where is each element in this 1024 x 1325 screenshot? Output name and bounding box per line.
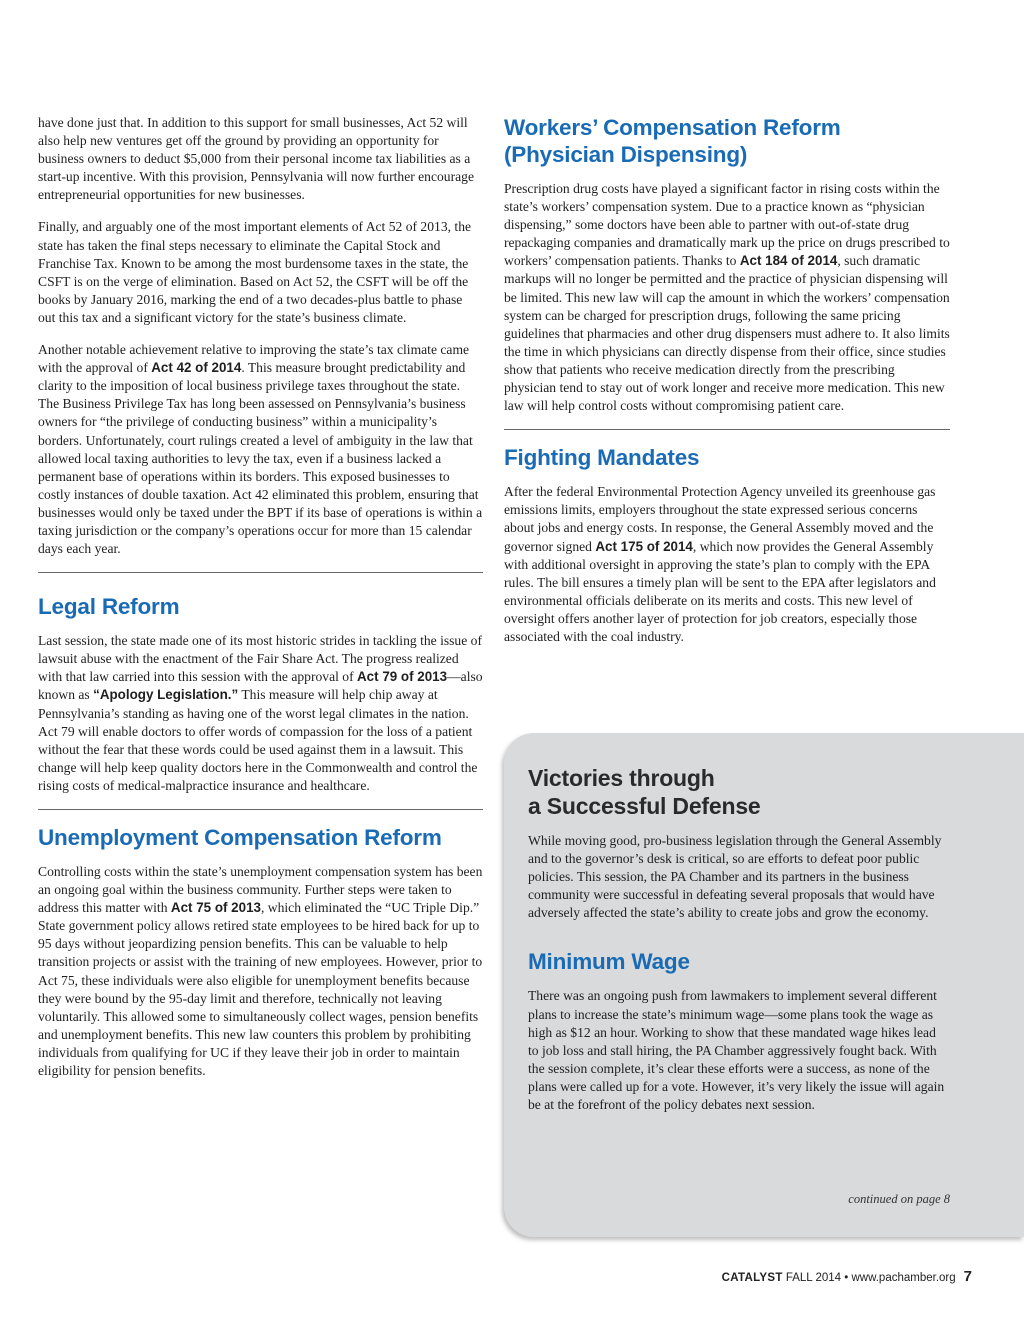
right-column	[504, 114, 950, 660]
act-175-label: Act 175 of 2014	[595, 538, 693, 554]
page-number: 7	[963, 1268, 972, 1285]
paragraph-workers-comp: Prescription drug costs have played a significant factor in rising costs within the state’s workers’ compensation system. Due to a practice known as “physician dispensing,” some doctors have been able to partner with out-of-state drug repackaging companies and dramatically mark up the price on drugs prescribed to workers’ compensation patients. Thanks to Act 184 of 2014, such dramatic markups will no longer be permitted and the practice of physician dispensing will be limited. This new law will cap the amount in which the workers’ compensation system can be charged for prescription drugs, following the same pricing guidelines that pharmacies and other drug dispensers must adhere to. It also limits the time in which physicians can directly dispense from their office, since studies show that patients who receive medication directly from the prescribing physician tend to stay out of work longer and receive more medication. This new law will help control costs without compromising patient care.	[504, 181, 950, 414]
act-184-label: Act 184 of 2014	[739, 253, 838, 269]
paragraph-fighting-mandates: After the federal Environmental Protection Agency unveiled its greenhouse gas emissions limits, employers throughout the state expressed serious concerns about jobs and energy costs. In response, the General Assembly moved and the governor signed Act 175 of 2014, which now provides the General Assembly with additional oversight in approving the state’s plan to comply with the EPA rules. The bill ensures a timely plan will be sent to the EPA after legislators and environmental officials deliberate on its merits and costs. This new level of oversight offers another layer of protection for job creators, especially those associated with the coal industry.	[504, 484, 936, 644]
legal-reform-heading: Legal Reform	[38, 594, 180, 620]
unemployment-compensation-heading: Unemployment Compensation Reform	[38, 825, 442, 850]
left-column	[38, 114, 483, 1094]
section-divider	[38, 572, 483, 573]
issue-and-url: FALL 2014 • www.pachamber.org	[782, 1272, 956, 1284]
paragraph-bpt: Another notable achievement relative to improving the state’s tax climate came with the approval of Act 42 of 2014. This measure brought predictability and clarity to the imposition of local business privilege taxes throughout the state. The Business Privilege Tax has long been assessed on Pennsylvania’s business owners for “the privilege of conducting business” within a municipality’s borders. Unfortunately, court rulings created a level of ambiguity in the law that allowed local taxing authorities to levy the tax, even if a business lacked a permanent base of operations within its borders. This exposed businesses to costly instances of double taxation. Act 42 eliminated this problem, ensuring that businesses would only be taxed under the BPT if its base of operations is within a taxing jurisdiction or the company’s operations occur for more than 15 calendar days each year.	[38, 342, 483, 557]
paragraph-defense-intro: While moving good, pro-business legislation through the General Assembly and to the governor’s desk is critical, so are efforts to defeat poor public policies. This session, the PA Chamber and its partners in the business community were successful in defeating several proposals that would have adversely affected the state’s ability to create jobs and grow the economy.	[528, 833, 942, 921]
apology-legislation-label: “Apology Legislation.”	[93, 687, 239, 703]
paragraph-legal-reform: Last session, the state made one of its most historic strides in tackling the issue of lawsuit abuse with the enactment of the Fair Share Act. The progress realized with that law carried into this session with the approval of Act 79 of 2013—also known as “Apology Legislation.” This measure will help chip away at Pennsylvania’s standing as having one of the worst legal climates in the nation. Act 79 will enable doctors to offer words of compassion for the loss of a patient without the fear that these words could be used against them in a lawsuit. This change will help keep quality doctors here in the Commonwealth and control the rising costs of medical-malpractice insurance and healthcare.	[38, 633, 483, 793]
act-42-label: Act 42 of 2014	[151, 360, 242, 376]
act-79-label: Act 79 of 2013	[357, 669, 448, 685]
fighting-mandates-heading: Fighting Mandates	[504, 445, 700, 471]
paragraph-minimum-wage: There was an ongoing push from lawmakers to implement several different plans to increase the state’s minimum wage—some plans took the wage as high as $12 an hour. Working to show that these mandated wage hikes lead to job loss and stall hiring, the PA Chamber aggressively fought back. With the session complete, it’s clear these efforts were a success, as none of the plans were called up for a vote. However, it’s very likely the issue will again be at the forefront of the policy debates next session.	[528, 988, 945, 1113]
section-divider	[38, 809, 483, 810]
paragraph-csft: Finally, and arguably one of the most important elements of Act 52 of 2013, the state has taken the final steps necessary to eliminate the Capital Stock and Franchise Tax. Known to be among the most burdensome taxes in the state, the CSFT is on the verge of elimination. Based on Act 52, the CSFT will be off the books by January 2016, marking the end of a two decades-plus battle to phase out this tax and a significant victory for the state’s business climate.	[38, 219, 472, 325]
publication-name: CATALYST	[721, 1272, 783, 1284]
workers-comp-heading: Workers’ Compensation Reform (Physician Dispensing)	[504, 115, 841, 167]
page-footer	[722, 1268, 972, 1285]
paragraph-unemployment-compensation: Controlling costs within the state’s unemployment compensation system has been an ongoing goal within the business community. Further steps were taken to address this matter with Act 75 of 2013, which eliminated the “UC Triple Dip.” State government policy allows retired state employees to be hired back for up to 95 days without jeopardizing pension benefits. This can be valuable to help transition projects or assist with the training of new employees. However, prior to Act 75, these individuals were also eligible for unemployment benefits because they were bound by the 95-day limit and therefore, technically not leaving voluntarily. This allowed some to simultaneously collect wages, pension benefits and unemployment benefits. This new law counters this problem by prohibiting individuals from qualifying for UC if they leave their job in order to maintain eligibility for pension benefits.	[38, 864, 483, 1079]
defense-sidebar-content	[528, 764, 948, 1128]
section-divider	[504, 429, 950, 430]
act-75-label: Act 75 of 2013	[170, 900, 261, 916]
continued-link[interactable]: continued on page 8	[848, 1192, 950, 1206]
paragraph-act52-startup: have done just that. In addition to this support for small businesses, Act 52 will also help new ventures get off the ground by providing an opportunity for business owners to deduct $5,000 from their personal income tax liabilities as a start-up incentive. With this provision, Pennsylvania will now further encourage entrepreneurial opportunities for new businesses.	[38, 115, 474, 203]
victories-heading: Victories through a Successful Defense	[528, 765, 761, 819]
minimum-wage-heading: Minimum Wage	[528, 949, 690, 975]
